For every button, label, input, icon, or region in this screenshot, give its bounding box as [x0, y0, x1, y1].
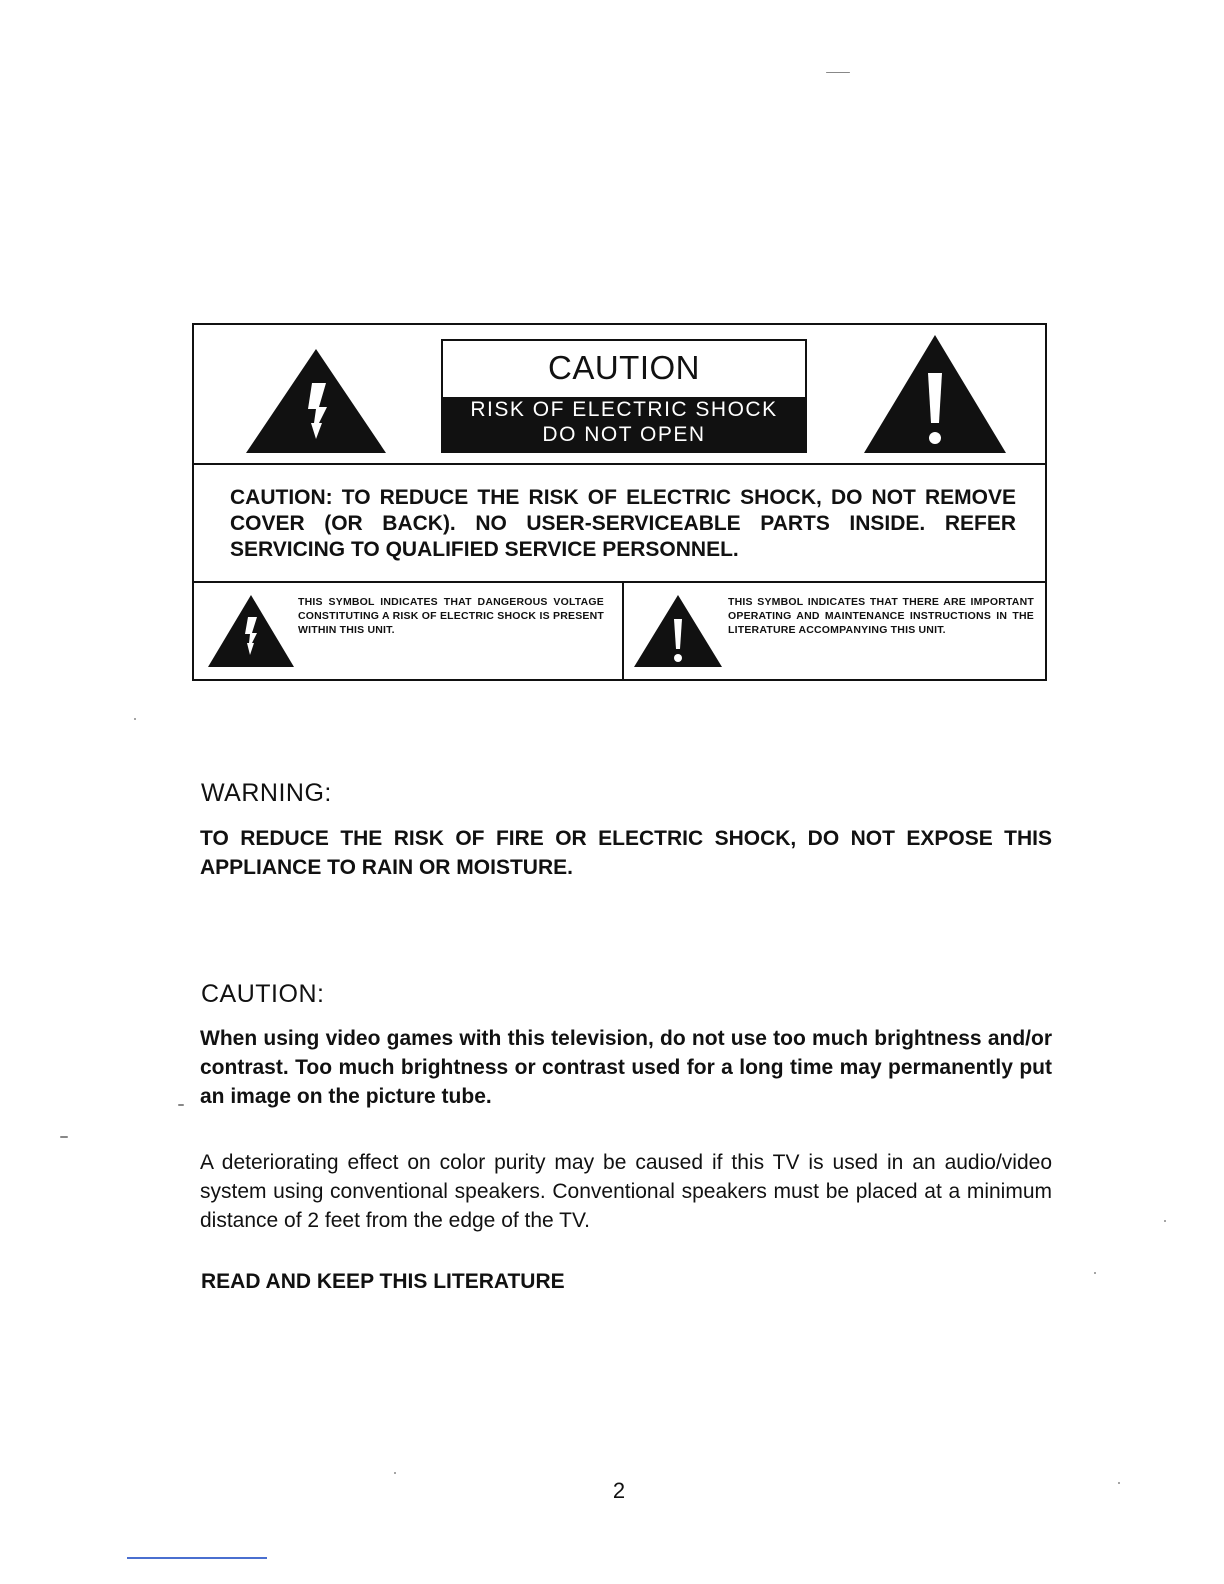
symbol-explanations-row [194, 581, 1045, 679]
footer-rule [127, 1557, 267, 1559]
caution-symbols-row [194, 325, 1045, 465]
page-number: 2 [612, 1478, 626, 1503]
caution-label [441, 339, 807, 453]
caution-label-title: CAUTION [548, 349, 700, 386]
scan-speck [60, 1136, 68, 1138]
risk-of-shock-text: RISK OF ELECTRIC SHOCK [470, 398, 778, 421]
scan-speck [178, 1104, 184, 1106]
warning-heading: WARNING: [201, 779, 332, 807]
scan-speck [1164, 1220, 1166, 1222]
color-purity-note: A deteriorating effect on color purity may be caused if this TV is used in an audio/video system using conventional speakers. Conventional speakers must be placed at a minimum distance of 2 feet from the edge of the TV. [200, 1151, 1052, 1232]
small-lightning-warning-icon [208, 595, 294, 667]
small-exclamation-warning-icon [634, 595, 722, 667]
column-divider [622, 581, 624, 679]
caution-statement-row [194, 463, 1045, 583]
caution-heading: CAUTION: [201, 980, 325, 1008]
scan-speck [1094, 1272, 1096, 1274]
do-not-open-text: DO NOT OPEN [542, 423, 706, 446]
scan-speck [826, 72, 850, 73]
exclamation-symbol-explanation: THIS SYMBOL INDICATES THAT THERE ARE IMPORTANT OPERATING AND MAINTENANCE INSTRUCTIONS IN THE LITERATURE ACCOMPANYING THIS UNIT. [728, 596, 1034, 636]
exclamation-warning-icon [864, 335, 1006, 453]
caution-text: When using video games with this television, do not use too much brightness and/or contrast. Too much brightness or contrast used for a long time may permanently put an image on the picture tube. [200, 1027, 1052, 1108]
caution-statement: CAUTION: TO REDUCE THE RISK OF ELECTRIC SHOCK, DO NOT REMOVE COVER (OR BACK). NO USER-SERVICEABLE PARTS INSIDE. REFER SERVICING TO QUALIFIED SERVICE PERSONNEL. [230, 486, 1016, 561]
scan-speck [394, 1472, 396, 1474]
scan-speck [1118, 1482, 1120, 1484]
warning-text: TO REDUCE THE RISK OF FIRE OR ELECTRIC SHOCK, DO NOT EXPOSE THIS APPLIANCE TO RAIN OR MOISTURE. [200, 827, 1052, 879]
caution-box [192, 323, 1047, 681]
scan-speck [134, 718, 136, 720]
caution-label-band [443, 397, 805, 451]
read-and-keep-notice: READ AND KEEP THIS LITERATURE [201, 1270, 565, 1293]
lightning-symbol-explanation: THIS SYMBOL INDICATES THAT DANGEROUS VOLTAGE CONSTITUTING A RISK OF ELECTRIC SHOCK IS PRESENT WITHIN THIS UNIT. [298, 596, 604, 636]
lightning-warning-icon [246, 349, 386, 453]
